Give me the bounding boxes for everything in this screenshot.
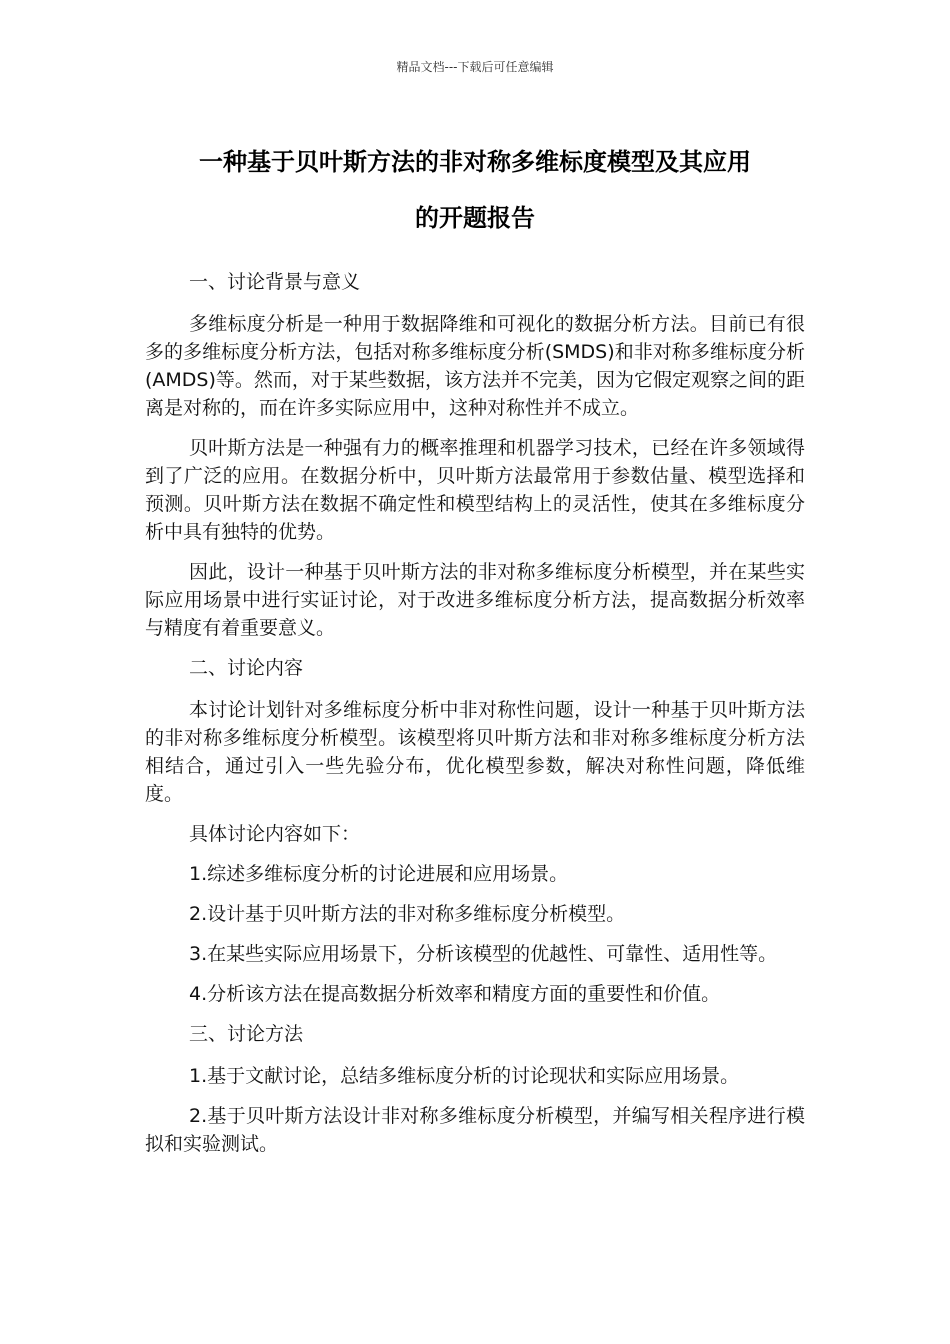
document-body (145, 268, 805, 1170)
header-note: 精品文档---下载后可任意编辑 (396, 60, 554, 74)
title-line-1: 一种基于贝叶斯方法的非对称多维标度模型及其应用 (199, 148, 751, 176)
document-title (130, 134, 820, 246)
list-item-content-3: 3.在某些实际应用场景下，分析该模型的优越性、可靠性、适用性等。 (189, 943, 778, 965)
paragraph-research-plan: 本讨论计划针对多维标度分析中非对称性问题，设计一种基于贝叶斯方法的非对称多维标度分析模型。该模型将贝叶斯方法和非对称多维标度分析方法相结合，通过引入一些先验分布，优化模型参数，解决对称性问题，降低维度。 (145, 699, 805, 805)
paragraph-content-intro: 具体讨论内容如下： (189, 823, 361, 845)
list-item-content-2: 2.设计基于贝叶斯方法的非对称多维标度分析模型。 (189, 903, 626, 925)
paragraph-mds-intro: 多维标度分析是一种用于数据降维和可视化的数据分析方法。目前已有很多的多维标度分析方法，包括对称多维标度分析(SMDS)和非对称多维标度分析(AMDS)等。然而，对于某些数据，该方法并不完美，因为它假定观察之间的距离是对称的，而在许多实际应用中，这种对称性并不成立。 (145, 313, 805, 419)
paragraph-bayesian-intro: 贝叶斯方法是一种强有力的概率推理和机器学习技术，已经在许多领域得到了广泛的应用。在数据分析中，贝叶斯方法最常用于参数估量、模型选择和预测。贝叶斯方法在数据不确定性和模型结构上的灵活性，使其在多维标度分析中具有独特的优势。 (145, 437, 805, 543)
list-item-content-4: 4.分析该方法在提高数据分析效率和精度方面的重要性和价值。 (189, 983, 721, 1005)
section-heading-background: 一、讨论背景与意义 (189, 271, 361, 293)
paragraph-significance: 因此，设计一种基于贝叶斯方法的非对称多维标度分析模型，并在某些实际应用场景中进行实证讨论，对于改进多维标度分析方法，提高数据分析效率与精度有着重要意义。 (145, 561, 805, 639)
title-line-2: 的开题报告 (415, 204, 535, 232)
list-item-content-1: 1.综述多维标度分析的讨论进展和应用场景。 (189, 863, 569, 885)
section-heading-methods: 三、讨论方法 (189, 1023, 304, 1045)
list-item-method-2: 2.基于贝叶斯方法设计非对称多维标度分析模型，并编写相关程序进行模拟和实验测试。 (145, 1105, 805, 1155)
section-heading-content: 二、讨论内容 (189, 657, 304, 679)
list-item-method-1: 1.基于文献讨论，总结多维标度分析的讨论现状和实际应用场景。 (189, 1065, 740, 1087)
